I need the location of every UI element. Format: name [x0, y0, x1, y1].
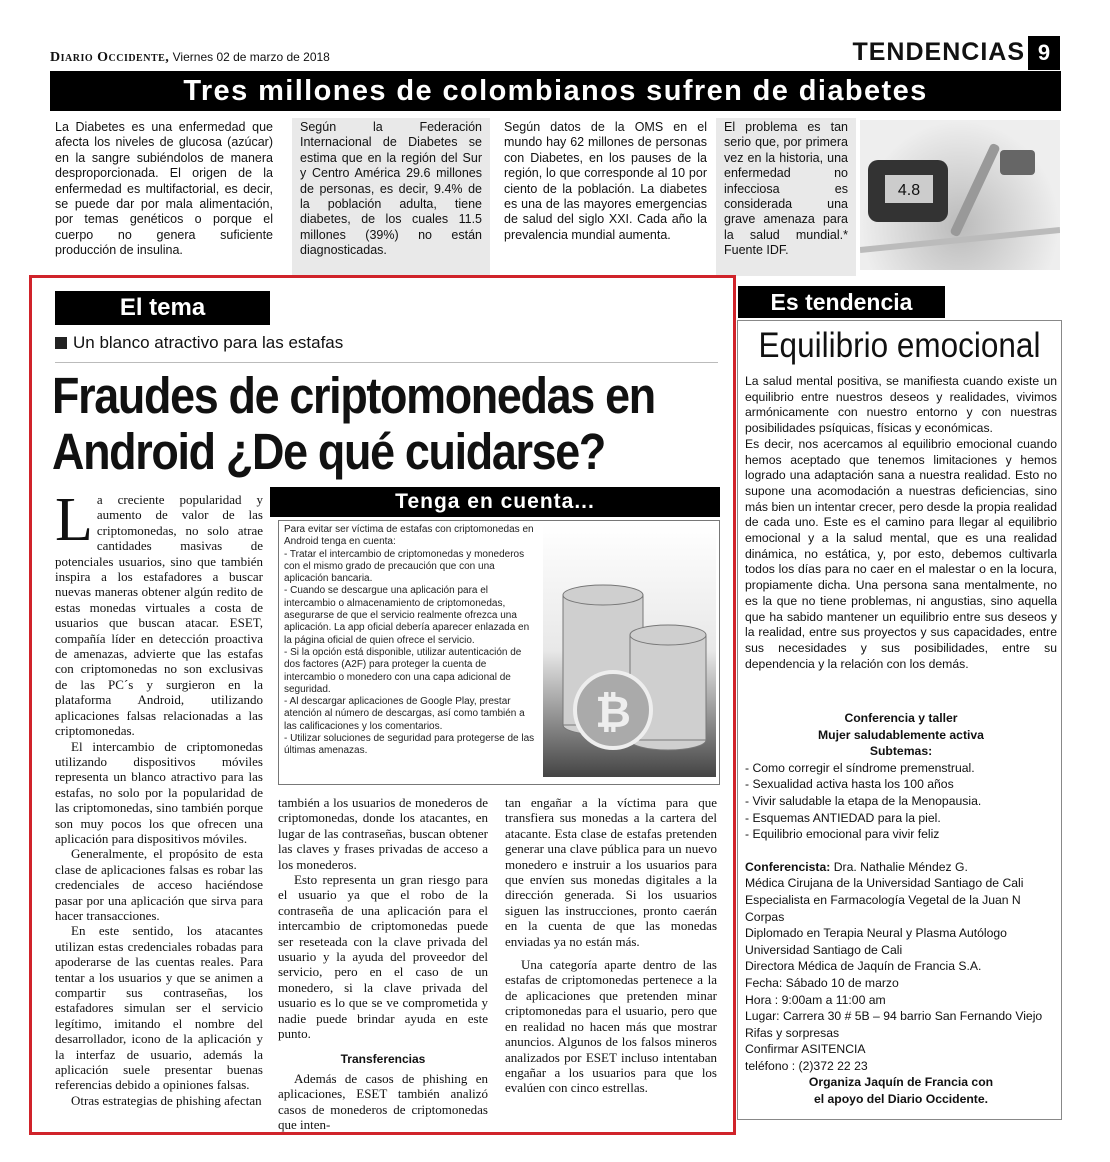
conf-organizer-2: el apoyo del Diario Occidente. — [813, 1092, 989, 1107]
drop-cap: L — [55, 486, 93, 554]
conf-line: Confirmar ASITENCIA — [745, 1042, 866, 1057]
conf-subtitle: Mujer saludablemente activa — [818, 727, 984, 742]
conf-line: Universidad Santiago de Cali — [745, 942, 903, 957]
conf-line: Rifas y sorpresas — [745, 1025, 840, 1040]
conf-subtemas: Subtemas: — [869, 744, 933, 759]
conf-topic: - Vivir saludable la etapa de la Menopausia. — [745, 793, 982, 808]
tendencia-p1: La salud mental positiva, se manifiesta cuando existe un equilibrio entre nuestros deseos y realidades, vivimos armónicamente con nuestro entorno y con nuestras posibilidades psíquicas, físicas y económicas. — [745, 374, 1057, 436]
tip-item: - Utilizar soluciones de seguridad para protegerse de las últimas amenazas. — [284, 733, 535, 757]
conf-line: Directora Médica de Jaquín de Francia S.A. — [745, 959, 982, 974]
conf-line: teléfono : (2)372 22 23 — [745, 1058, 868, 1073]
col1-p1: a creciente popularidad y aumento de valor de las criptomonedas, no solo atrae cantidades masivas de potenciales usuarios, sino que también inspira a los estafadores a buscar nuevas maneras obtener algún redito de estas monedas virtuales a costa de usuarios que buscan atacar. ESET, compañía líder en detección proactiva de amenazas, advierte que las estafas con criptomonedas no son exclusivas de las PC´s y surgieron en la plataforma Android, utilizando aplicaciones falsas relacionadas a las criptomonedas. — [55, 492, 263, 739]
tips-intro: Para evitar ser víctima de estafas con criptomonedas en Android tenga en cuenta: — [284, 524, 534, 548]
conf-line: Hora : 9:00am a 11:00 am — [745, 992, 886, 1007]
tendencia-label: Es tendencia — [738, 286, 945, 318]
subheading-transferencias: Transferencias — [340, 1051, 426, 1066]
col2-p1: también a los usuarios de monederos de criptomonedas, donde los atacantes, en lugar de las contraseñas, buscan obtener las claves y frases privadas de acceso a los monederos. — [278, 795, 488, 872]
svg-text:₿: ₿ — [595, 687, 631, 738]
col2-p3: Además de casos de phishing en aplicaciones, ESET también analizó casos de monederos de criptomonedas que inten- — [278, 1070, 488, 1133]
conf-line: Diplomado en Terapia Neural y Plasma Autólogo — [745, 926, 1007, 941]
col2-p2: Esto representa un gran riesgo para el usuario ya que el robo de la contraseña de una aplicación para el intercambio de criptomonedas puede ser reseteada con la clave privada del usuario y la ayuda del proveedor del servicio, pero en el caso de un monedero, si la clave privada del usuario es lo que se ve comprometida y nadie puede brindar ayuda en este punto. — [278, 872, 488, 1042]
issue-date: Viernes 02 de marzo de 2018 — [172, 50, 330, 64]
diabetes-col-4: El problema es tan serio que, por primera vez en la historia, una enfermedad no infecciosa es considerada una grave amenaza para la salud mundial.* Fuente IDF. — [716, 118, 856, 276]
conf-speaker — [745, 859, 1057, 876]
bitcoin-coins-photo — [543, 525, 716, 777]
speaker-label: Conferencista: — [745, 859, 831, 874]
conf-line: Especialista en Farmacología Vegetal de la Juan N Corpas — [745, 892, 1021, 924]
col1-p3: Generalmente, el propósito de esta clase de aplicaciones falsas es robar las credenciales de acceso haciéndose pasar por una aplicación que sirva para hacer transacciones. — [55, 846, 263, 923]
speaker-name: Dra. Nathalie Méndez G. — [830, 859, 968, 874]
tip-item: - Tratar el intercambio de criptomonedas y monederos con el mismo grado de precaución que con una aplicación bancaria. — [284, 548, 525, 585]
conf-line: Médica Cirujana de la Universidad Santiago de Cali — [745, 876, 1024, 891]
tip-item: - Si la opción está disponible, utilizar autenticación de dos factores (A2F) para proteger la cuenta de intercambio o monedero con una capa adicional de seguridad. — [284, 646, 522, 695]
article-col-1 — [55, 486, 263, 1108]
page-number: 9 — [1028, 36, 1060, 70]
conf-topic: - Equilibrio emocional para vivir feliz — [745, 827, 940, 842]
divider — [55, 362, 718, 363]
meter-reading: 4.8 — [897, 182, 921, 199]
masthead — [50, 50, 330, 66]
col1-p2: El intercambio de criptomonedas utilizando dispositivos móviles representa un blanco atractivo para las estafas, no solo por la popularidad de las criptomonedas, sino también porque son muy pocos los que ofrecen una aplicación para dispositivos móviles. — [55, 738, 263, 846]
article-title: Fraudes de criptomonedas en Android ¿De qué cuidarse? — [52, 367, 655, 480]
conf-topic: - Sexualidad activa hasta los 100 años — [745, 777, 954, 792]
col3-p1: tan engañar a la víctima para que transfiera sus monedas a la cartera del atacante. Esta clase de estafas pretenden generar una clave pública para un nuevo monedero e instruir a los usuarios para que envíen sus monedas digitales a la dirección generada. Si los usuarios siguen las instrucciones, pronto caerán en la cuenta de que las monedas enviadas ya no están más. — [505, 795, 717, 949]
col1-p5: Otras estrategias de phishing afectan — [71, 1092, 262, 1108]
tendencia-text — [745, 374, 1057, 672]
article-kicker: Un blanco atractivo para las estafas — [55, 333, 343, 353]
conf-organizer: Organiza Jaquín de Francia con — [808, 1075, 994, 1090]
section-title: TENDENCIAS — [852, 38, 1025, 66]
glucose-meter-photo — [860, 120, 1060, 270]
tendencia-title: Equilibrio emocional — [758, 326, 1041, 365]
conf-topic: - Esquemas ANTIEDAD para la piel. — [745, 810, 941, 825]
tip-item: - Cuando se descargue una aplicación para el intercambio o almacenamiento de criptomonedas, asegurarse de que el servicio realmente ofrezca una aplicación. La app oficial debería aparecer enlazada en la página oficial de quien ofrece el servicio. — [284, 585, 530, 646]
tip-item: - Al descargar aplicaciones de Google Play, prestar atención al número de descargas, así como también a las calificaciones y los comentarios. — [284, 696, 525, 732]
newspaper-name: Diario Occidente, — [50, 50, 170, 65]
conf-heading: Conferencia y taller — [844, 711, 958, 725]
col3-p2: Una categoría aparte dentro de las estafas de criptomonedas pertenece a la de aplicaciones que pretenden minar criptomonedas para el usuario, pero que en realidad no hacen más que mostrar anuncios. Algunos de los falsos mineros analizados por ESET incluso intentaban engañar a los usuarios para que los evalúen con cinco estrellas. — [505, 957, 717, 1096]
page-headline: Tres millones de colombianos sufren de diabetes — [50, 71, 1061, 111]
article-col-2 — [278, 795, 488, 1133]
diabetes-col-1: La Diabetes es una enfermedad que afecta los niveles de glucosa (azúcar) en la sangre subiéndolos de manera desproporcionada. El origen de la enfermedad es multifactorial, es decir, se puede dar por mala alimentación, por temas genéticos o porque el cuerpo no genera suficiente producción de insulina. — [55, 120, 273, 258]
tips-text — [284, 524, 539, 758]
col1-p4: En este sentido, los atacantes utilizan estas credenciales robadas para apoderarse de las cuentas reales. Para tentar a los usuarios y que se animen a compartir sus contraseñas, los estafadores simulan ser el servicio legítimo, imitando el nombre del desarrollador, icono de la aplicación y la interfaz de usuario, además la aplicación suele presentar buenas referencias debido a opiniones falsas. — [55, 923, 263, 1093]
tendencia-p2: Es decir, nos acercamos al equilibrio emocional cuando hemos aceptado que tenemos limitaciones y hemos logrado una adaptación sana a nuestra realidad. Esto no supone una acomodación a nuestras deficiencias, sino más bien un intentar crecer, pero desde la propia realidad de cada uno. Este es el camino para llegar al equilibrio emocional y a la salud mental, que es una realidad dinámica, no estática, y, por esto, debemos cultivarla todos los días para no caer en el malestar o en la locura, propiamente dicha. Una persona sana mentalmente, no es la que no tiene problemas, ni angustias, sino aquella que ha sabido mantener un equilibrio entre sus deseos y la realidad, entre sus proyectos y sus capacidades, entre sus necesidades y sus posibilidades, entre su dependencia y la relación con los demás. — [745, 436, 1057, 671]
article-col-3 — [505, 795, 717, 1096]
tema-label: El tema — [55, 291, 270, 325]
conf-topic: - Como corregir el síndrome premenstrual. — [745, 760, 975, 775]
conference-info — [745, 710, 1057, 1108]
conf-line: Fecha: Sábado 10 de marzo — [745, 975, 899, 990]
conf-line: Lugar: Carrera 30 # 5B – 94 barrio San Fernando Viejo — [745, 1009, 1043, 1024]
diabetes-col-2: Según la Federación Internacional de Diabetes se estima que en la región del Sur y Centro América 29.6 millones de personas, es decir, 9.4% de la población adulta, tiene diabetes, de los cuales 11.5 millones (39%) no están diagnosticadas. — [292, 118, 490, 276]
diabetes-col-3: Según datos de la OMS en el mundo hay 62 millones de personas con Diabetes, en los pauses de la región, lo que corresponde al 10 por ciento de la población. La diabetes es una de las mayores emergencias de salud del siglo XXI. Cada año la prevalencia mundial aumenta. — [504, 120, 707, 242]
tips-heading: Tenga en cuenta... — [270, 487, 720, 517]
